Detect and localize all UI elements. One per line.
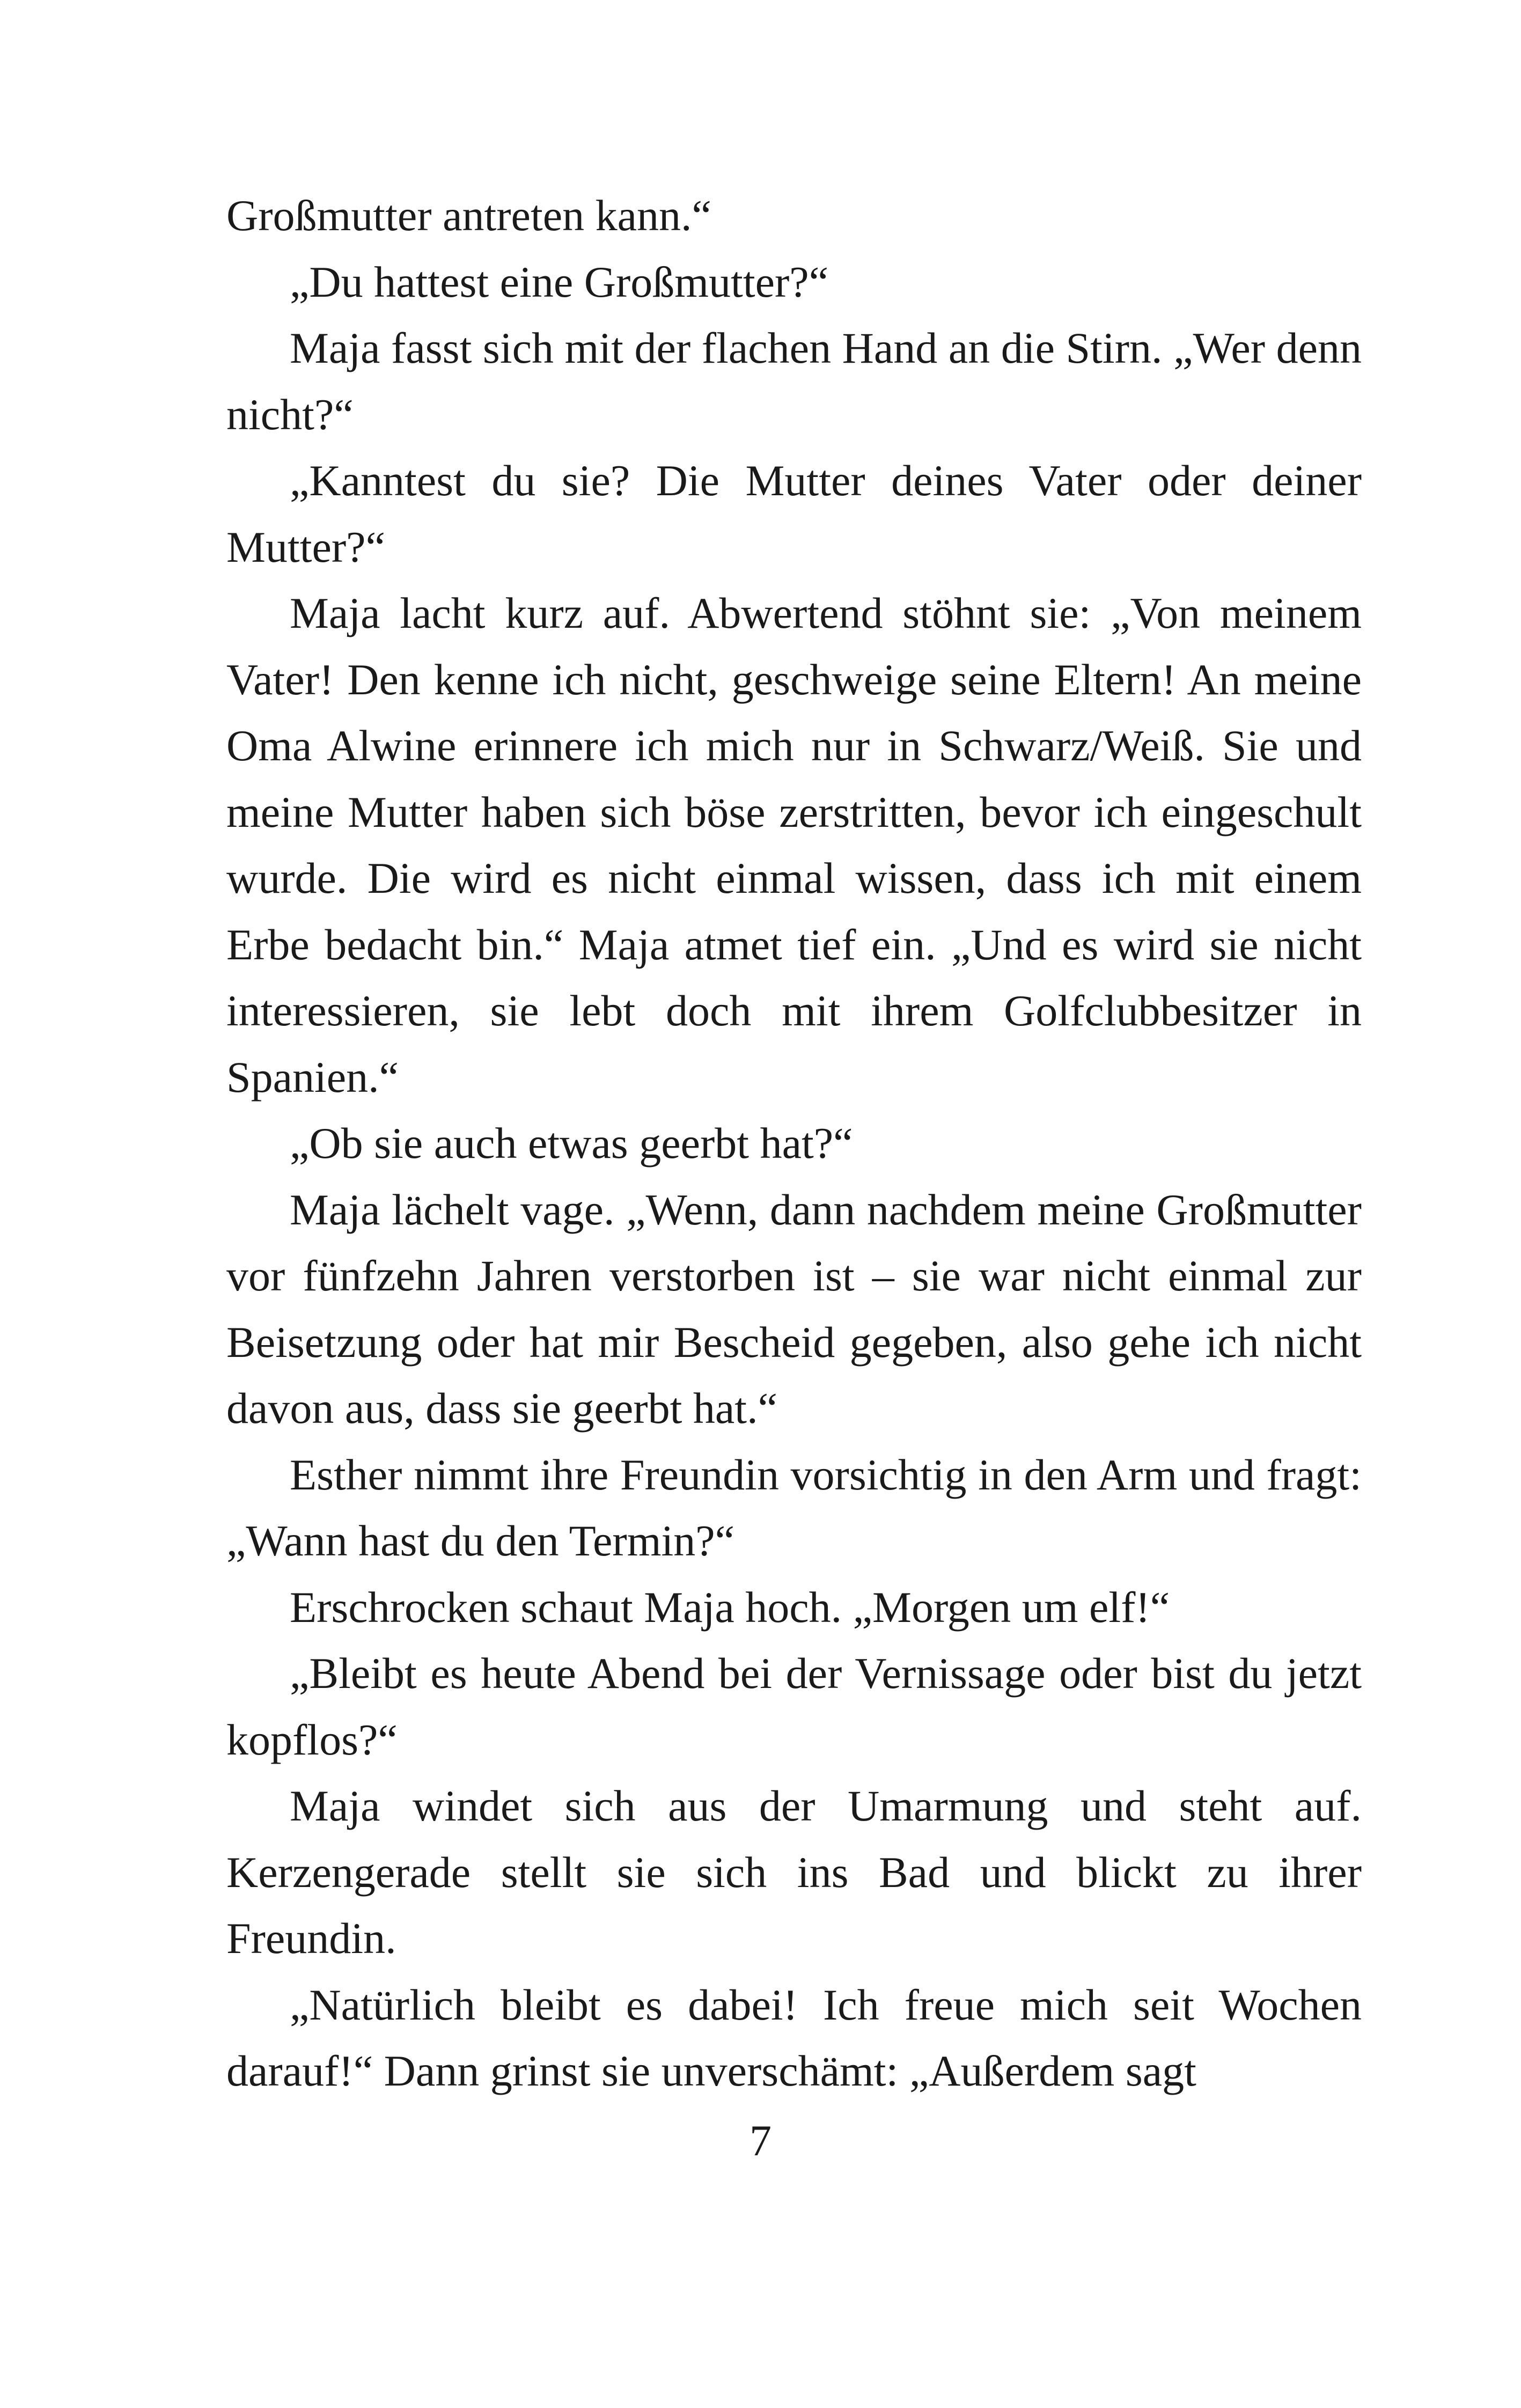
paragraph: Erschrocken schaut Maja hoch. „Morgen um elf!“ [290,1582,1170,1632]
paragraph: „Ob sie auch etwas geerbt hat?“ [290,1119,853,1168]
paragraph: Maja lächelt vage. „Wenn, dann nachdem meine Großmutter vor fünfzehn Jahren verstorben ist – sie war nicht einmal zur Beisetzung oder hat mir Bescheid gegeben, also gehe ich nicht davon aus, dass sie geerbt hat.“ [226,1185,1362,1433]
body-text [226,182,1362,2104]
paragraph: Esther nimmt ihre Freundin vorsichtig in den Arm und fragt: „Wann hast du den Termin?“ [226,1450,1362,1565]
paragraph: Großmutter antreten kann.“ [226,191,711,240]
paragraph: „Du hattest eine Großmutter?“ [290,257,829,306]
paragraph: Maja windet sich aus der Umarmung und steht auf. Kerzengerade stellt sie sich ins Bad und blickt zu ihrer Freundin. [226,1781,1362,1963]
page-number: 7 [750,2116,771,2165]
paragraph: „Kanntest du sie? Die Mutter deines Vater oder deiner Mutter?“ [226,456,1362,571]
paragraph: Maja fasst sich mit der flachen Hand an die Stirn. „Wer denn nicht?“ [226,324,1362,439]
paragraph: Maja lacht kurz auf. Abwertend stöhnt sie: „Von meinem Vater! Den kenne ich nicht, geschweige seine Eltern! An meine Oma Alwine erinnere ich mich nur in Schwarz/Weiß. Sie und meine Mutter haben sich böse zerstritten, bevor ich eingeschult wurde. Die wird es nicht einmal wissen, dass ich mit einem Erbe bedacht bin.“ Maja atmet tief ein. „Und es wird sie nicht interessieren, sie lebt doch mit ihrem Golfclubbesitzer in Spanien.“ [226,589,1362,1102]
paragraph: „Bleibt es heute Abend bei der Vernissage oder bist du jetzt kopflos?“ [226,1649,1362,1764]
paragraph: „Natürlich bleibt es dabei! Ich freue mich seit Wochen darauf!“ Dann grinst sie unverschämt: „Außerdem sagt [226,1980,1362,2095]
